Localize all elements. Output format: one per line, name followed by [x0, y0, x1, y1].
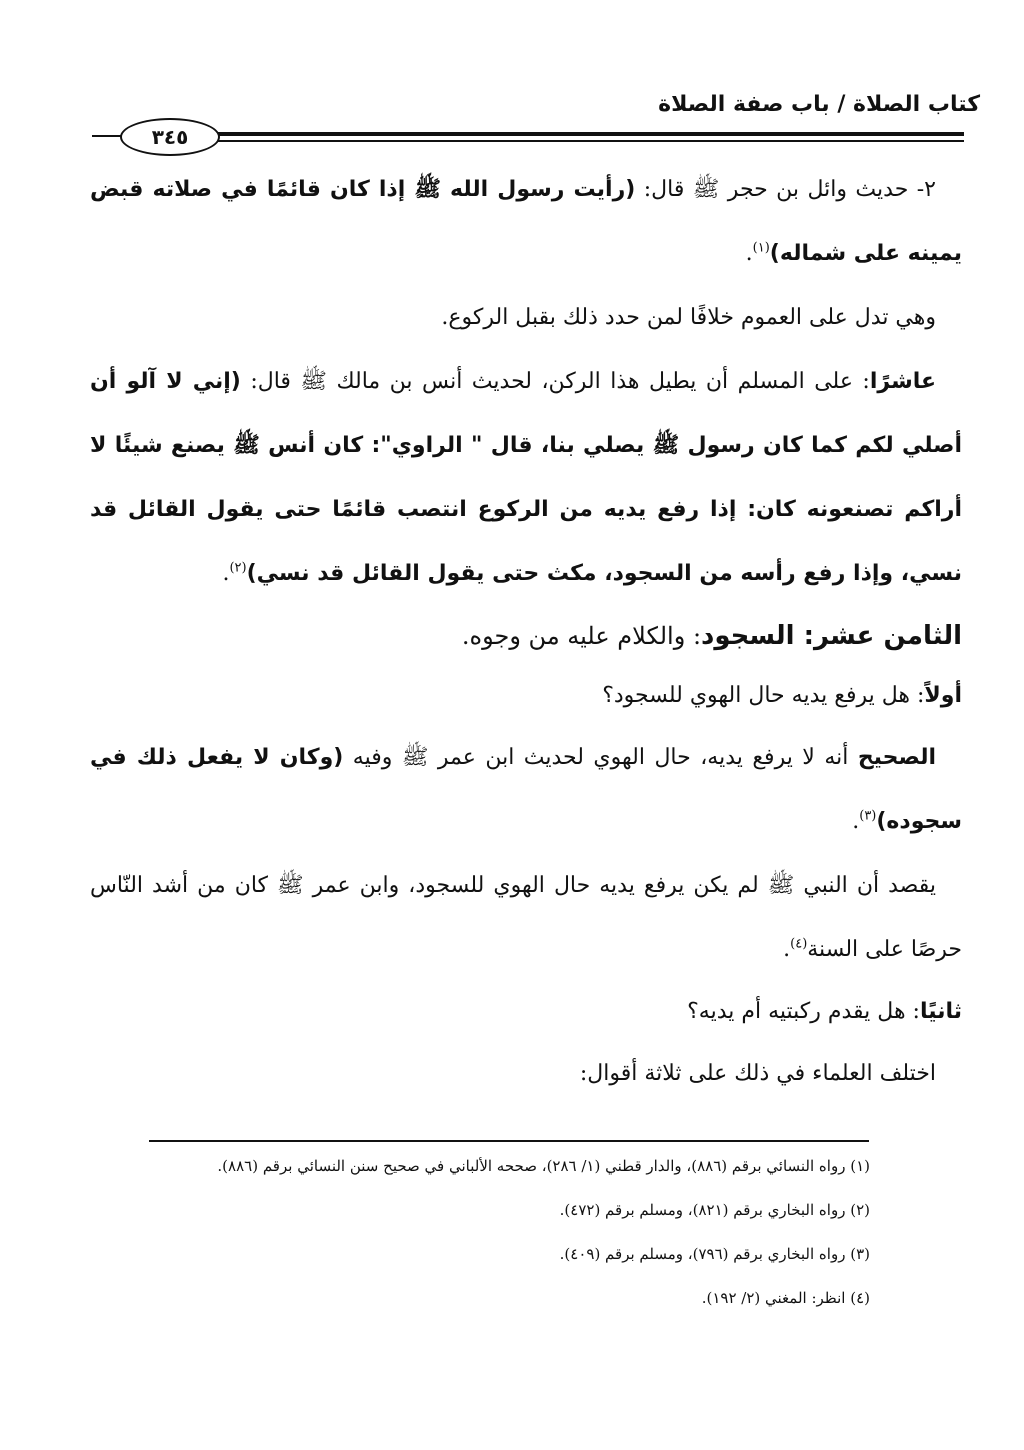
paragraph-text: يقصد أن النبي ﷺ لم يكن يرفع يديه حال الهوي للسجود، وابن عمر ﷺ كان من أشد النّاس حرصًا على السنة — [90, 873, 962, 962]
header-rule-thick — [210, 132, 964, 136]
paragraph-text: وهي تدل على العموم خلافًا لمن حدد ذلك بقبل الركوع. — [441, 305, 936, 330]
hadith-quote: (وكان لا يفعل ذلك في سجوده) — [90, 745, 962, 834]
point-label: ثانيًا — [919, 999, 962, 1024]
hadith-quote: (رأيت رسول الله ﷺ إذا كان قائمًا في صلاته قبض يمينه على شماله) — [90, 177, 962, 266]
header-rule-tail — [92, 135, 122, 137]
footnote-separator — [149, 1140, 869, 1142]
question-text: : هل يرفع يديه حال الهوي للسجود؟ — [602, 683, 925, 708]
punctuation: . — [783, 937, 791, 962]
chapter-title: كتاب الصلاة / باب صفة الصلاة — [658, 92, 980, 117]
question-first — [90, 666, 962, 726]
page-number-badge — [120, 118, 220, 156]
paragraph-correct-view — [90, 726, 962, 854]
paragraph-hadith-wail — [90, 158, 962, 286]
point-label: أولاً — [924, 683, 962, 708]
point-label: الصحيح — [857, 745, 936, 770]
footnote-ref: (٣) — [859, 808, 877, 824]
punctuation: . — [745, 241, 753, 266]
punctuation: . — [222, 561, 230, 586]
punctuation: . — [852, 809, 860, 834]
section-heading-rest: : والكلام عليه من وجوه. — [461, 622, 702, 650]
footnote-ref: (٤) — [790, 936, 808, 952]
footnote-4: (٤) انظر: المغني (٢/ ١٩٢). — [701, 1289, 870, 1307]
section-heading-topic: السجود — [701, 621, 795, 651]
paragraph-text: ٢- حديث وائل بن حجر ﷺ قال: — [635, 177, 936, 202]
point-label: عاشرًا — [869, 369, 936, 394]
footnotes — [150, 1144, 870, 1320]
question-second — [90, 982, 962, 1042]
page-number: ٣٤٥ — [151, 125, 189, 149]
footnote-3: (٣) رواه البخاري برقم (٧٩٦)، ومسلم برقم (٤٠٩). — [559, 1245, 870, 1263]
section-heading-number: الثامن عشر — [814, 621, 962, 651]
section-heading: الثامن عشر: السجود: والكلام عليه من وجوه. — [461, 621, 962, 651]
paragraph-text: اختلف العلماء في ذلك على ثلاثة أقوال: — [579, 1061, 936, 1086]
footnote-2: (٢) رواه البخاري برقم (٨٢١)، ومسلم برقم (٤٧٢). — [559, 1201, 870, 1219]
footnote-ref: (١) — [752, 240, 770, 256]
header-rule-thin — [210, 140, 964, 142]
running-header — [60, 92, 980, 122]
paragraph-tenth — [90, 350, 962, 606]
hadith-quote: (إني لا آلو أن أصلي لكم كما كان رسول ﷺ يصلي بنا، قال " الراوي": كان أنس ﷺ يصنع شيئًا لا أراكم تصنعونه كان: إذا رفع يديه من الركوع انتصب قائمًا حتى يقول القائل قد نسي، وإذا رفع رأسه من السجود، مكث حتى يقول القائل قد نسي) — [90, 369, 962, 586]
paragraph-disagreement — [90, 1042, 962, 1106]
footnote-1: (١) رواه النسائي برقم (٨٨٦)، والدار قطني (١/ ٢٨٦)، صححه الألباني في صحيح سنن النسائي برقم (٨٨٦). — [217, 1157, 870, 1175]
paragraph-text: أنه لا يرفع يديه، حال الهوي لحديث ابن عمر ﷺ وفيه — [343, 745, 858, 770]
paragraph-text: : على المسلم أن يطيل هذا الركن، لحديث أنس بن مالك ﷺ قال: — [240, 369, 870, 394]
footnote-ref: (٢) — [229, 560, 247, 576]
question-text: : هل يقدم ركبتيه أم يديه؟ — [687, 999, 920, 1024]
paragraph-intent — [90, 854, 962, 982]
paragraph-generality — [90, 286, 962, 350]
main-text — [90, 158, 962, 1106]
